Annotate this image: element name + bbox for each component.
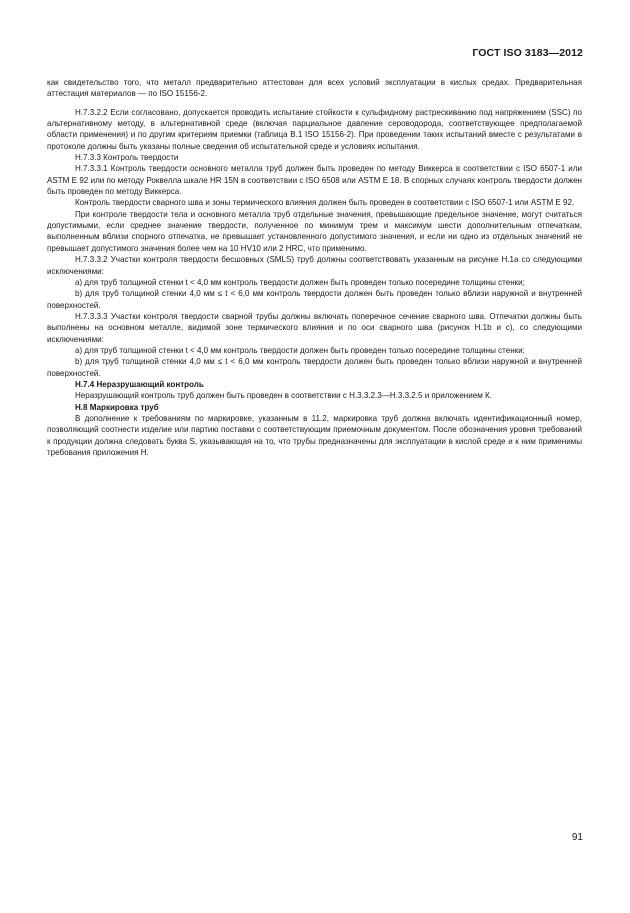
paragraph: Н.7.3.3.2 Участки контроля твердости бесшовных (SMLS) труб должны соответствовать указанным на рисунке Н.1а со следующими исключениями:: [47, 255, 582, 276]
paragraph: В дополнение к требованиям по маркировке, указанным в 11.2, маркировка труб должна включать идентификационный номер, позволяющий соотнести изделие или партию поставки с соответствующим приемочным документом. После обозначения уровня требований к продукции должна следовать буква S, указывающая на то, что трубы предназначены для эксплуатации в кислой среде и к ним применимы требования приложения Н.: [47, 413, 582, 457]
list-item: a) для труб толщиной стенки t < 4,0 мм контроль твердости должен быть проведен только посередине толщины стенки;: [75, 345, 525, 355]
section-heading: Н.7.4 Неразрушающий контроль: [75, 379, 204, 389]
paragraph: Н.7.3.2.2 Если согласовано, допускается проводить испытание стойкости к сульфидному растрескиванию под напряжением (SSC) по альтернативному методу, в альтернативной среде (включая парциальное давление сероводорода, соответствующее предполагаемой области применения) и по другим критериям приемки (таблица В.1 ISO 15156-2). При проведении таких испытаний вместе с результатами в протоколе должны быть указаны полные сведения об испытательной среде и условиях испытания.: [47, 107, 582, 151]
page-number: 91: [571, 832, 583, 843]
paragraph: При контроле твердости тела и основного металла труб отдельные значения, превышающие предельное значение, могут считаться допустимыми, если среднее значение твердости, полученное по минимум трем и максимум шести дополнительным отпечаткам, выполненным вблизи спорного отпечатка, не превышает установленного допустимого значения, и если ни одно из отдельных значений не превышает допустимого значения более чем на 10 HV10 или 2 HRC, что применимо.: [47, 209, 582, 253]
paragraph: Контроль твердости сварного шва и зоны термического влияния должен быть проведен в соответствии с ISO 6507-1 или ASTM E 92.: [75, 198, 575, 208]
paragraph: Н.7.3.3.3 Участки контроля твердости сварной трубы должны включать поперечное сечение сварного шва. Отпечатки должны быть выполнены на основном металле, видимой зоне термического влияния и по оси сварного шва (рисунок Н.1b и c), со следующими исключениями:: [47, 311, 582, 344]
list-item: b) для труб толщиной стенки 4,0 мм ≤ t < 6,0 мм контроль твердости должен быть проведен только вблизи наружной и внутренней поверхностей.: [47, 357, 582, 378]
document-body: [47, 77, 582, 458]
paragraph: Неразрушающий контроль труб должен быть проведен в соответствии с Н.3.3.2.3—Н.3.3.2.5 и приложением К.: [75, 391, 492, 401]
paragraph: Н.7.3.3.1 Контроль твердости основного металла труб должен быть проведен по методу Виккерса в соответствии с ISO 6507-1 или ASTM E 92 или по методу Роквелла шкале HR 15N в соответствии с ISO 6508 или ASTM E 18. В спорных случаях контроль твердости должен быть проведен по методу Виккерса.: [47, 164, 582, 197]
document-header: ГОСТ ISO 3183—2012: [472, 47, 583, 59]
section-heading: Н.8 Маркировка труб: [75, 402, 159, 412]
list-item: a) для труб толщиной стенки t < 4,0 мм контроль твердости должен быть проведен только посередине толщины стенки;: [75, 277, 525, 287]
list-item: b) для труб толщиной стенки 4,0 мм ≤ t < 6,0 мм контроль твердости должен быть проведен только вблизи наружной и внутренней поверхностей.: [47, 289, 582, 310]
paragraph: как свидетельство того, что металл предварительно аттестован для всех условий эксплуатации в кислых средах. Предварительная аттестация материалов — по ISO 15156-2.: [47, 78, 582, 99]
section-heading: Н.7.3.3 Контроль твердости: [75, 153, 179, 163]
